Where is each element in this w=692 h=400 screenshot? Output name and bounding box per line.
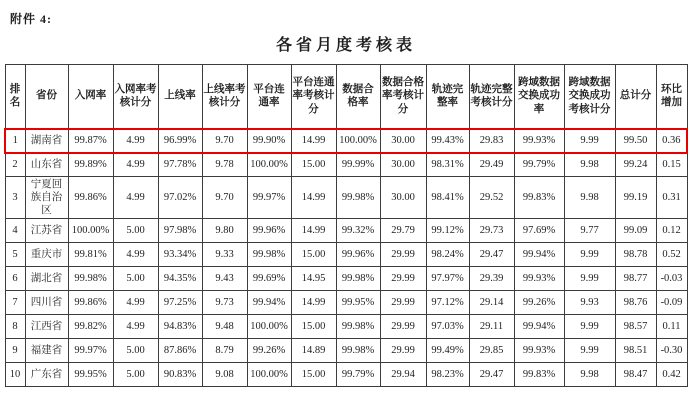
table-cell: 29.39	[469, 267, 514, 291]
table-row	[5, 177, 687, 219]
table-cell: 9.70	[202, 177, 247, 219]
table-cell: 99.32%	[336, 219, 380, 243]
province-cell: 湖北省	[25, 267, 68, 291]
table-cell: 98.77	[615, 267, 656, 291]
table-cell: 9.08	[202, 363, 247, 387]
table-cell: 99.98%	[68, 267, 113, 291]
column-header: 省份	[25, 65, 68, 129]
table-cell: 5.00	[113, 339, 158, 363]
table-cell: 99.24	[615, 153, 656, 177]
province-cell: 福建省	[25, 339, 68, 363]
table-cell: 1	[5, 129, 25, 153]
table-cell: 99.97%	[247, 177, 291, 219]
table-row	[5, 291, 687, 315]
table-cell: 5.00	[113, 363, 158, 387]
table-cell: 5	[5, 243, 25, 267]
column-header: 轨迹完整考核计分	[469, 65, 514, 129]
table-cell: 7	[5, 291, 25, 315]
table-cell: 9.99	[564, 243, 615, 267]
province-cell: 广东省	[25, 363, 68, 387]
table-cell: 9.99	[564, 315, 615, 339]
table-row	[5, 219, 687, 243]
table-cell: 99.43%	[426, 129, 469, 153]
table-cell: 99.98%	[336, 177, 380, 219]
table-cell: 0.31	[656, 177, 687, 219]
table-row	[5, 153, 687, 177]
table-cell: 99.19	[615, 177, 656, 219]
table-cell: 99.90%	[247, 129, 291, 153]
table-row	[5, 315, 687, 339]
column-header: 入网率	[68, 65, 113, 129]
column-header: 跨域数据交换成功考核计分	[564, 65, 615, 129]
column-header: 排名	[5, 65, 25, 129]
table-cell: 98.76	[615, 291, 656, 315]
table-cell: 29.83	[469, 129, 514, 153]
table-cell: 99.26%	[514, 291, 564, 315]
table-cell: 4	[5, 219, 25, 243]
table-cell: 9.99	[564, 339, 615, 363]
table-cell: 5.00	[113, 219, 158, 243]
province-cell: 宁夏回族自治区	[25, 177, 68, 219]
province-cell: 四川省	[25, 291, 68, 315]
page-title: 各省月度考核表	[275, 37, 416, 54]
table-cell: 9.99	[564, 267, 615, 291]
province-cell: 湖南省	[25, 129, 68, 153]
table-cell: 99.96%	[336, 243, 380, 267]
table-cell: 99.79%	[514, 153, 564, 177]
table-cell: 97.69%	[514, 219, 564, 243]
table-cell: 14.99	[291, 129, 336, 153]
table-cell: 99.94%	[514, 315, 564, 339]
table-cell: 98.41%	[426, 177, 469, 219]
table-cell: 9.33	[202, 243, 247, 267]
table-cell: 98.78	[615, 243, 656, 267]
table-cell: 2	[5, 153, 25, 177]
table-cell: 99.95%	[336, 291, 380, 315]
table-cell: 4.99	[113, 177, 158, 219]
table-cell: 8.79	[202, 339, 247, 363]
table-cell: 3	[5, 177, 25, 219]
table-cell: -0.03	[656, 267, 687, 291]
table-cell: 29.73	[469, 219, 514, 243]
table-cell: 30.00	[380, 177, 426, 219]
table-cell: 100.00%	[247, 363, 291, 387]
table-cell: 99.81%	[68, 243, 113, 267]
table-cell: 99.86%	[68, 291, 113, 315]
column-header: 数据合格率	[336, 65, 380, 129]
table-cell: 87.86%	[158, 339, 202, 363]
table-cell: 97.25%	[158, 291, 202, 315]
table-cell: 99.93%	[514, 129, 564, 153]
table-cell: 99.97%	[68, 339, 113, 363]
column-header: 上线率考核计分	[202, 65, 247, 129]
table-cell: 6	[5, 267, 25, 291]
table-cell: 99.93%	[514, 267, 564, 291]
table-cell: 100.00%	[247, 153, 291, 177]
column-header: 平台连通率	[247, 65, 291, 129]
table-cell: 9.80	[202, 219, 247, 243]
table-cell: 98.24%	[426, 243, 469, 267]
table-cell: 98.31%	[426, 153, 469, 177]
table-cell: 99.94%	[247, 291, 291, 315]
table-cell: 9.73	[202, 291, 247, 315]
table-cell: 9.99	[564, 129, 615, 153]
assessment-table	[4, 64, 688, 387]
table-cell: 10	[5, 363, 25, 387]
table-cell: 97.02%	[158, 177, 202, 219]
table-cell: 30.00	[380, 129, 426, 153]
province-cell: 山东省	[25, 153, 68, 177]
table-cell: 99.99%	[336, 153, 380, 177]
table-cell: 29.99	[380, 291, 426, 315]
column-header: 轨迹完整率	[426, 65, 469, 129]
table-cell: 9.98	[564, 153, 615, 177]
column-header: 跨域数据交换成功率	[514, 65, 564, 129]
table-cell: 94.35%	[158, 267, 202, 291]
table-cell: 4.99	[113, 291, 158, 315]
table-cell: 4.99	[113, 153, 158, 177]
table-cell: 100.00%	[68, 219, 113, 243]
table-cell: 99.83%	[514, 363, 564, 387]
table-cell: 29.99	[380, 315, 426, 339]
table-cell: 15.00	[291, 363, 336, 387]
table-cell: 9.43	[202, 267, 247, 291]
province-cell: 江西省	[25, 315, 68, 339]
table-cell: -0.09	[656, 291, 687, 315]
table-cell: 96.99%	[158, 129, 202, 153]
table-cell: 99.50	[615, 129, 656, 153]
table-cell: 99.26%	[247, 339, 291, 363]
table-cell: 9	[5, 339, 25, 363]
table-cell: 98.51	[615, 339, 656, 363]
table-cell: 30.00	[380, 153, 426, 177]
table-cell: 29.99	[380, 339, 426, 363]
table-cell: 0.42	[656, 363, 687, 387]
table-cell: 29.99	[380, 267, 426, 291]
table-cell: 14.99	[291, 219, 336, 243]
table-cell: 99.09	[615, 219, 656, 243]
table-cell: 93.34%	[158, 243, 202, 267]
table-cell: 0.12	[656, 219, 687, 243]
table-cell: 14.99	[291, 291, 336, 315]
table-cell: 9.77	[564, 219, 615, 243]
table-header	[5, 65, 687, 129]
table-cell: 9.78	[202, 153, 247, 177]
table-cell: 99.98%	[336, 267, 380, 291]
table-cell: 99.79%	[336, 363, 380, 387]
column-header: 环比增加	[656, 65, 687, 129]
table-cell: 29.94	[380, 363, 426, 387]
table-cell: 99.82%	[68, 315, 113, 339]
table-cell: 98.57	[615, 315, 656, 339]
table-cell: 99.98%	[247, 243, 291, 267]
column-header: 入网率考核计分	[113, 65, 158, 129]
table-cell: 29.52	[469, 177, 514, 219]
header-row	[5, 65, 687, 129]
table-cell: -0.30	[656, 339, 687, 363]
table-cell: 0.15	[656, 153, 687, 177]
table-cell: 99.89%	[68, 153, 113, 177]
table-cell: 9.70	[202, 129, 247, 153]
table-cell: 99.98%	[336, 315, 380, 339]
table-cell: 14.89	[291, 339, 336, 363]
table-cell: 4.99	[113, 129, 158, 153]
table-cell: 15.00	[291, 243, 336, 267]
column-header: 平台连通率考核计分	[291, 65, 336, 129]
table-cell: 99.49%	[426, 339, 469, 363]
table-cell: 9.48	[202, 315, 247, 339]
table-cell: 9.98	[564, 177, 615, 219]
table-cell: 99.93%	[514, 339, 564, 363]
table-cell: 9.93	[564, 291, 615, 315]
table-cell: 29.49	[469, 153, 514, 177]
table-cell: 90.83%	[158, 363, 202, 387]
table-cell: 99.96%	[247, 219, 291, 243]
table-cell: 98.23%	[426, 363, 469, 387]
table-cell: 99.86%	[68, 177, 113, 219]
table-cell: 97.03%	[426, 315, 469, 339]
table-row	[5, 243, 687, 267]
table-cell: 15.00	[291, 315, 336, 339]
table-cell: 5.00	[113, 267, 158, 291]
table-cell: 99.69%	[247, 267, 291, 291]
table-cell: 0.52	[656, 243, 687, 267]
table-cell: 99.95%	[68, 363, 113, 387]
column-header: 上线率	[158, 65, 202, 129]
table-cell: 29.47	[469, 363, 514, 387]
table-cell: 9.98	[564, 363, 615, 387]
table-cell: 29.99	[380, 243, 426, 267]
table-cell: 15.00	[291, 153, 336, 177]
province-cell: 重庆市	[25, 243, 68, 267]
table-cell: 14.95	[291, 267, 336, 291]
table-row	[5, 267, 687, 291]
table-row-highlighted	[5, 129, 687, 153]
table-cell: 99.98%	[336, 339, 380, 363]
table-cell: 100.00%	[336, 129, 380, 153]
table-cell: 8	[5, 315, 25, 339]
table-cell: 98.47	[615, 363, 656, 387]
table-cell: 97.98%	[158, 219, 202, 243]
table-cell: 4.99	[113, 243, 158, 267]
attachment-label: 附件 4:	[10, 12, 52, 26]
column-header: 数据合格率考核计分	[380, 65, 426, 129]
table-cell: 100.00%	[247, 315, 291, 339]
table-row	[5, 339, 687, 363]
table-cell: 0.11	[656, 315, 687, 339]
table-cell: 29.14	[469, 291, 514, 315]
table-cell: 94.83%	[158, 315, 202, 339]
table-body	[5, 129, 687, 387]
table-cell: 99.12%	[426, 219, 469, 243]
province-cell: 江苏省	[25, 219, 68, 243]
table-cell: 29.79	[380, 219, 426, 243]
column-header: 总计分	[615, 65, 656, 129]
table-cell: 97.12%	[426, 291, 469, 315]
table-cell: 29.47	[469, 243, 514, 267]
table-cell: 97.97%	[426, 267, 469, 291]
table-cell: 97.78%	[158, 153, 202, 177]
table-row	[5, 363, 687, 387]
table-cell: 4.99	[113, 315, 158, 339]
table-cell: 29.11	[469, 315, 514, 339]
table-cell: 0.36	[656, 129, 687, 153]
table-cell: 99.83%	[514, 177, 564, 219]
table-cell: 14.99	[291, 177, 336, 219]
table-cell: 99.87%	[68, 129, 113, 153]
table-cell: 99.94%	[514, 243, 564, 267]
table-cell: 29.85	[469, 339, 514, 363]
